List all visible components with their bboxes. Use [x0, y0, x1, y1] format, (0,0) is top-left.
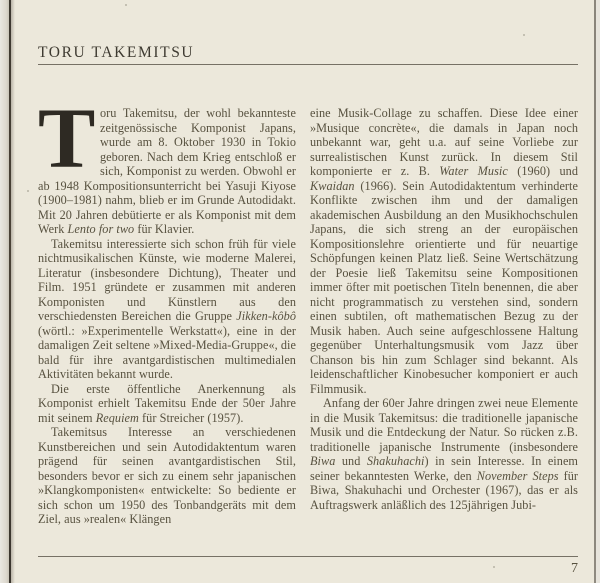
text-segment: (1966). Sein Autodidaktentum verhinderte Konflikte zwischen ihm und der damaligen akademischen Ausbildung an den Musikhochschulen Japans, die sich streng an der europäischen Kompositionslehre orientierte und für neuartige Schöpfungen keinen Platz ließ. Seine Wertschätzung der Poesie ließ Takemitsu seine Kompositionen immer öfter mit poetischen Titeln benennen, die aber nicht programmatisch zu verstehen sind, sondern einen subtilen, oft mathematischen Bezug zu der Musik haben. Auch seine aufgeschlossene Haltung gegenüber Unterhaltungsmusik vom Jazz über Chanson bis hin zum Schlager sind bekannt. Als leidenschaftlicher Kinobesucher komponiert er auch Filmmusik. [310, 178, 578, 396]
drop-cap: T [38, 106, 96, 186]
paragraph [38, 237, 296, 382]
text-segment-italic: Kwaidan [310, 178, 355, 193]
text-segment-italic: November Steps [476, 468, 559, 483]
text-segment-italic: Lento for two [67, 222, 135, 236]
text-segment: Die erste öffentliche Anerkennung als Komponist erhielt Takemitsu Ende der 50er Jahre mit seinem [38, 381, 296, 425]
paragraph [310, 396, 578, 512]
page-edge-right [596, 0, 600, 583]
text-segment: oru Takemitsu, der wohl bekannteste zeitgenössische Komponist Japans, wurde am 8. Oktober 1930 in Tokio geboren. Nach dem Krieg entschloß er sich, Komponist zu werden. Obwohl er ab 1948 Kompositionsunterricht bei Yasuji Kiyose (1900–1981) nahm, blieb er im Grunde Autodidakt. Mit 20 Jahren debütierte er als Komponist mit dem Werk [38, 106, 296, 236]
text-segment: für Klavier. [134, 222, 195, 236]
page-number: 7 [571, 561, 578, 576]
scan-speck [27, 190, 29, 192]
text-segment: (1960) und [507, 164, 578, 178]
page-title: TORU TAKEMITSU [38, 44, 195, 61]
column-left [38, 106, 296, 554]
paragraph [38, 425, 296, 527]
text-segment: Anfang der 60er Jahre dringen zwei neue Elemente in die Musik Takemitsus: die traditionelle japanische Musik und die Entdeckung der Natur. So rücken z.B. traditionelle japanische Instrumente (insbesondere [310, 396, 578, 454]
header-rule [38, 64, 578, 65]
paragraph [38, 106, 296, 237]
text-columns [38, 106, 578, 554]
text-segment: ) in sein Interesse. In einem seiner bekanntesten Werke, den [310, 454, 578, 483]
text-segment: und [335, 454, 367, 468]
text-segment: (wörtl.: »Experimentelle Werkstatt«), eine in der damaligen Zeit seltene »Mixed-Media-Gruppe«, die bald für ihre avantgardistischen multimedialen Aktivitäten bekannt wurde. [38, 323, 296, 381]
paragraph [310, 106, 578, 396]
text-segment: für Biwa, Shakuhachi und Orchester (1967), das er als Auftragswerk anläßlich des 125jährigen Jubi- [310, 468, 578, 512]
text-segment: für Streicher (1957). [138, 410, 244, 425]
text-segment-italic: Requiem [95, 410, 139, 425]
text-segment: Takemitsu interessierte sich schon früh für viele nichtmusikalischen Künste, wie moderne Malerei, Literatur (insbesondere Dichtung), Theater und Film. 1951 gründete er zusammen mit anderen Komponisten und Künstlern aus den verschiedensten Bereichen die Gruppe [38, 236, 296, 323]
paragraph [38, 382, 296, 426]
text-segment: Takemitsus Interesse an verschiedenen Kunstbereichen und sein Autodidaktentum waren prägend für seinen avantgardistischen Stil, besonders bevor er sich zu einem sehr japanischen »Klangkomponisten« entwickelte: So bediente er sich schon um 1950 des Tonbandgeräts mit dem Ziel, aus »realen« Klängen [38, 425, 296, 526]
text-segment-italic: Shakuhachi [366, 454, 425, 468]
text-segment: eine Musik-Collage zu schaffen. Diese Idee einer »Musique concrète«, die damals in Japan noch unbekannt war, geht u.a. auf seine Vorliebe zur surrealistischen Kunst zurück. In diesem Stil komponierte er z. B. [310, 106, 578, 178]
page-edge-left [0, 0, 9, 583]
text-segment-italic: Biwa [310, 454, 336, 468]
column-right [310, 106, 578, 554]
footer-rule [38, 556, 578, 557]
scan-speck [125, 4, 127, 6]
page-edge-left-shadow [11, 0, 15, 583]
scan-speck [523, 34, 525, 36]
text-segment-italic: Water Music [439, 164, 508, 178]
text-segment-italic: Jikken-kôbô [236, 309, 296, 323]
